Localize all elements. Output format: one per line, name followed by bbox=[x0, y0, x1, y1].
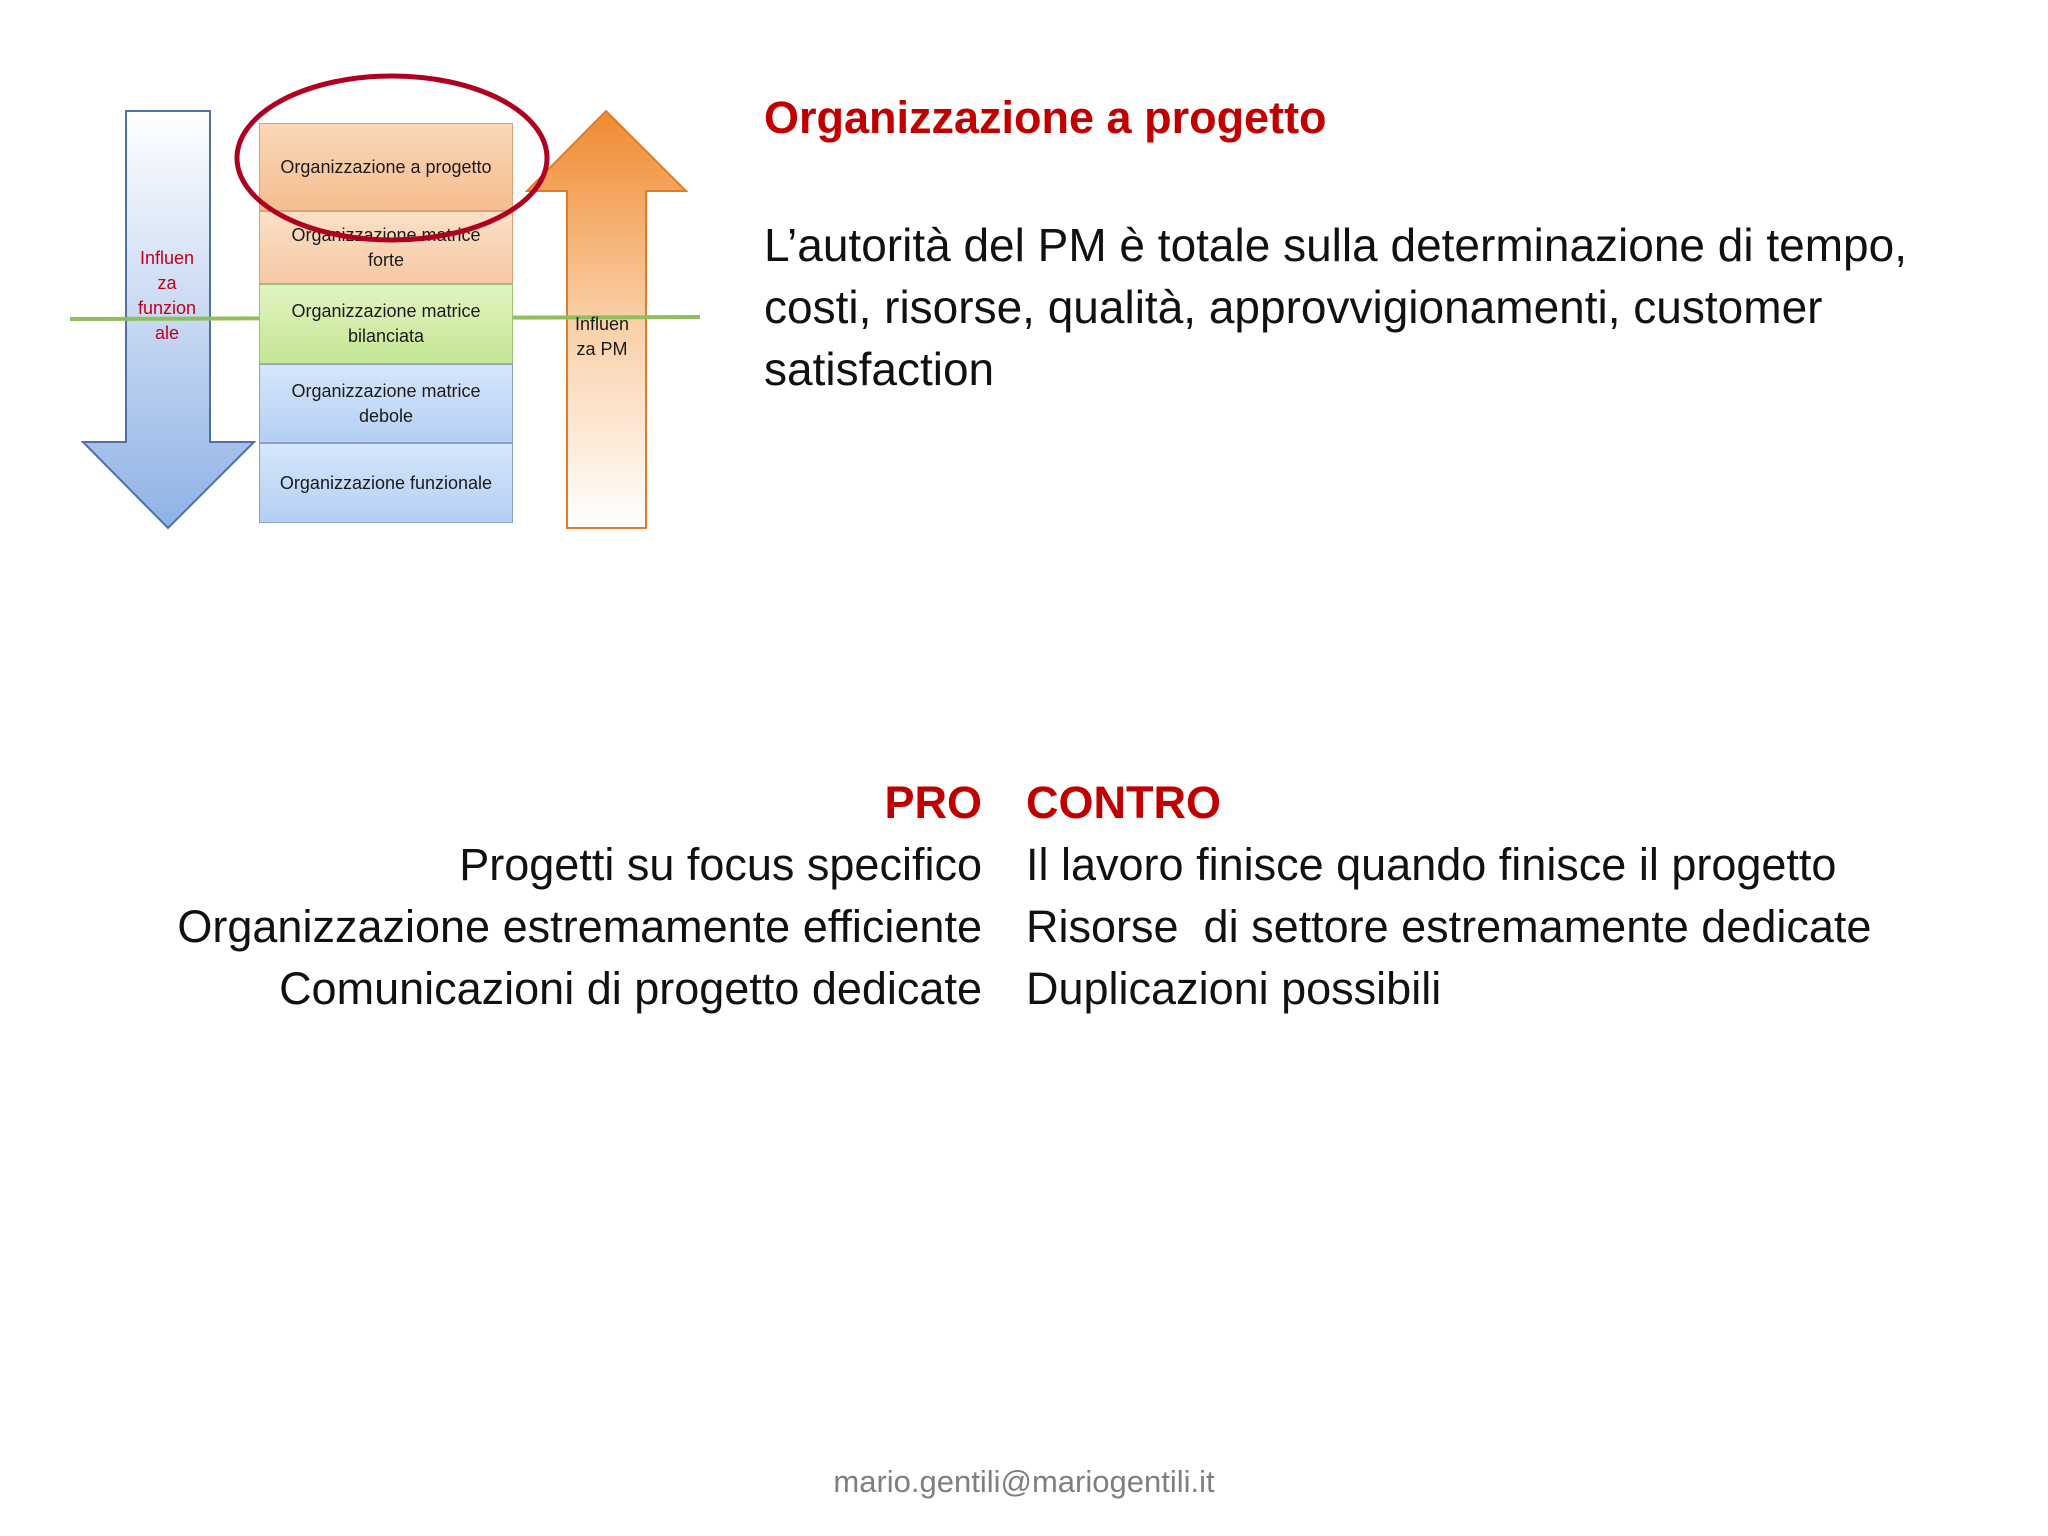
pro-column bbox=[177, 772, 982, 1020]
contro-item: Il lavoro finisce quando finisce il progetto bbox=[1026, 839, 1837, 890]
contro-item: Duplicazioni possibili bbox=[1026, 963, 1442, 1014]
box-funzionale: Organizzazione funzionale bbox=[259, 443, 513, 523]
box-matrice-forte: Organizzazione matrice forte bbox=[259, 211, 513, 284]
slide-heading: Organizzazione a progetto bbox=[764, 92, 1327, 143]
organization-diagram bbox=[0, 0, 730, 560]
contro-title: CONTRO bbox=[1026, 777, 1221, 828]
footer-email: mario.gentili@mariogentili.it bbox=[833, 1464, 1215, 1499]
pro-item: Comunicazioni di progetto dedicate bbox=[279, 963, 982, 1014]
authority-text: L’autorità del PM è totale sulla determinazione di tempo, costi, risorse, qualità, approvvigionamenti, customer satisfaction bbox=[764, 219, 1907, 395]
right-arrow-label: Influen za PM bbox=[574, 314, 630, 359]
contro-item: Risorse di settore estremamente dedicate bbox=[1026, 901, 1872, 952]
left-arrow-label: Influen za funzion ale bbox=[137, 248, 197, 343]
contro-column bbox=[1026, 772, 1871, 1020]
box-organizzazione-progetto: Organizzazione a progetto bbox=[259, 123, 513, 211]
pro-item: Progetti su focus specifico bbox=[459, 839, 982, 890]
box-matrice-debole: Organizzazione matrice debole bbox=[259, 364, 513, 443]
box-matrice-bilanciata: Organizzazione matrice bilanciata bbox=[259, 284, 513, 364]
pro-title: PRO bbox=[884, 777, 982, 828]
pro-item: Organizzazione estremamente efficiente bbox=[177, 901, 982, 952]
